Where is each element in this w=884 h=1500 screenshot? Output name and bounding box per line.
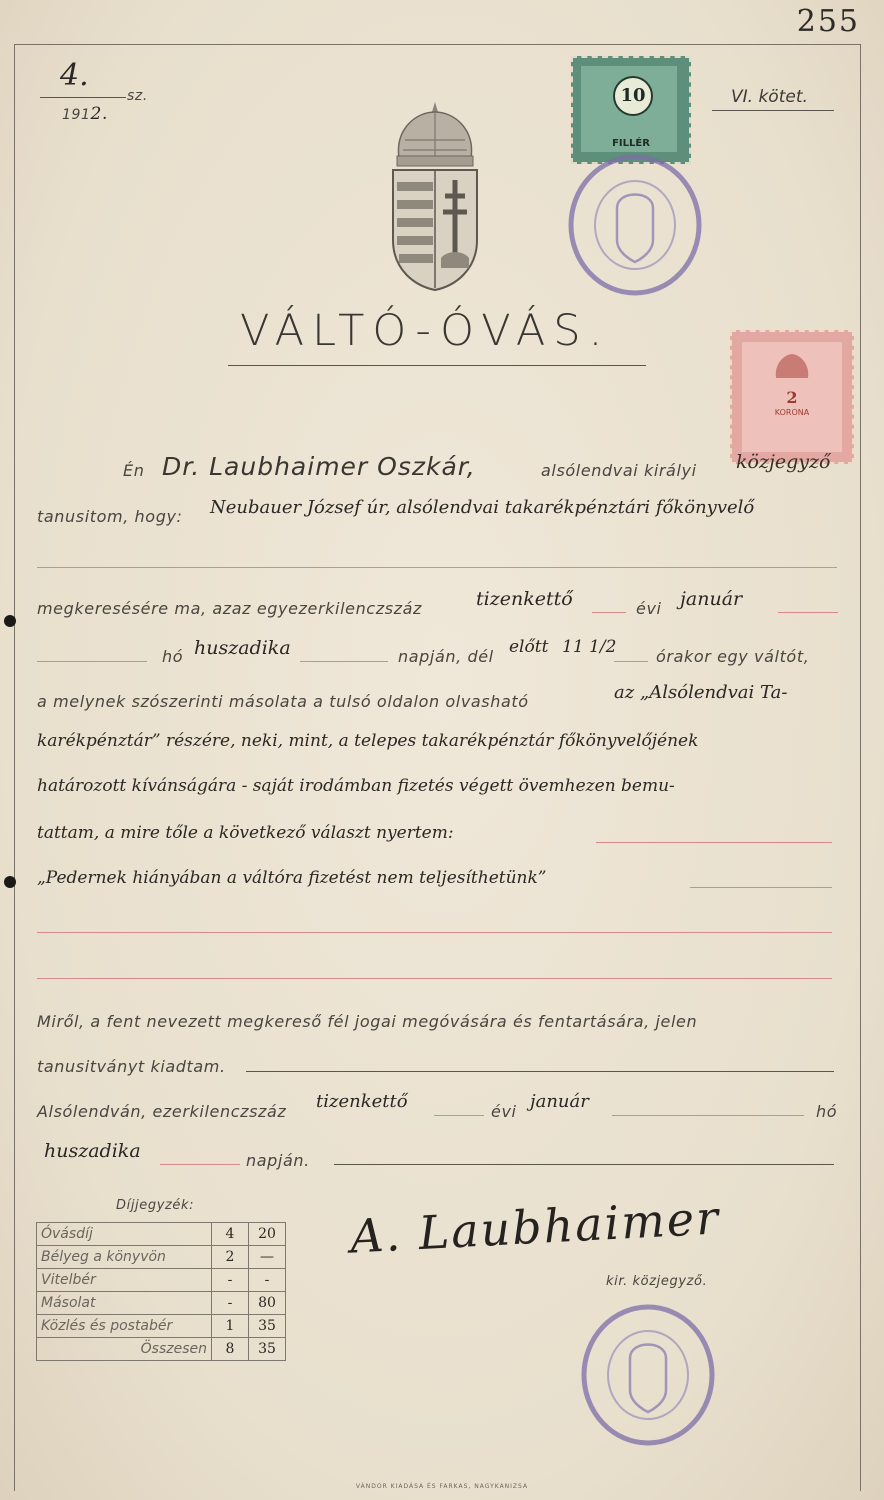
hand-line-4: „Pedernek hiányában a váltóra fizetést nem teljesíthetünk” [37, 868, 547, 888]
fee-total-filler: 35 [249, 1338, 286, 1361]
fee-label: Másolat [37, 1292, 212, 1315]
line1-suffix: alsólendvai királyi [541, 461, 697, 480]
line4-suffix: órakor egy váltót, [656, 647, 810, 666]
place-year-handwritten: tizenkettő [316, 1091, 408, 1112]
notary-seal-bottom-icon [578, 1300, 718, 1450]
fee-total-label: Összesen [37, 1338, 212, 1361]
line1-handwritten: közjegyző [736, 451, 831, 473]
notary-name: Dr. Laubhaimer Oszkár, [162, 452, 476, 481]
revenue-stamp-2-korona [730, 330, 854, 464]
signature-caption: kir. közjegyző. [606, 1274, 708, 1289]
place-month-handwritten: január [530, 1091, 589, 1112]
fees-table [36, 1222, 286, 1361]
revenue-stamp-unit: KORONA [774, 408, 810, 417]
fee-label: Óvásdíj [37, 1223, 212, 1246]
time-handwritten: előtt [509, 637, 549, 657]
table-row [37, 1292, 286, 1315]
date-napjan-label: napján. [246, 1151, 310, 1170]
fee-korona: - [212, 1269, 249, 1292]
table-row [37, 1223, 286, 1246]
fiscal-stamp-10-filler [571, 56, 691, 164]
fee-label: Vitelbér [37, 1269, 212, 1292]
printer-footer: VÁNDOR KIADÁSA ÉS FARKAS, NAGYKANIZSA [355, 1483, 529, 1490]
hour-handwritten: 11 1/2 [562, 637, 617, 657]
table-row [37, 1315, 286, 1338]
fee-total-korona: 8 [212, 1338, 249, 1361]
fee-filler: - [249, 1269, 286, 1292]
page-number: 255 [796, 4, 860, 39]
hand-line-3: tattam, a mire tőle a következő választ nyertem: [37, 823, 454, 843]
notary-seal-top-icon [565, 150, 705, 300]
fee-korona: 1 [212, 1315, 249, 1338]
line5-print: a melynek szószerinti másolata a tulsó oldalon olvasható [37, 692, 529, 711]
hand-line-1: karékpénztár” részére, neki, mint, a telepes takarékpénztár főkönyvelőjének [37, 731, 699, 751]
hand-line-2: határozott kívánságára - saját irodámban fizetés végett övemhezen bemu- [37, 776, 675, 796]
fee-korona: 2 [212, 1246, 249, 1269]
document-title: VÁLTÓ-ÓVÁS. [240, 306, 611, 356]
fee-korona: 4 [212, 1223, 249, 1246]
fiscal-stamp-value: 10 [613, 76, 653, 116]
fees-title: Díjjegyzék: [116, 1198, 195, 1213]
closing-text-1: Miről, a fent nevezett megkereső fél jogai megóvására és fentartására, jelen [37, 1012, 698, 1031]
fee-korona: - [212, 1292, 249, 1315]
line2-handwritten: Neubauer József úr, alsólendvai takarékpénztári főkönyvelő [210, 497, 755, 518]
fee-label: Bélyeg a könyvön [37, 1246, 212, 1269]
entry-number: 4. [60, 58, 89, 93]
fee-filler: 35 [249, 1315, 286, 1338]
line1-en: Én [123, 461, 145, 480]
line5-handwritten: az „Alsólendvai Ta- [614, 682, 788, 703]
evi-label: évi [636, 599, 662, 618]
napjan-del-label: napján, dél [398, 647, 494, 666]
year-handwritten: tizenkettő [476, 588, 573, 610]
line2-print: tanusitom, hogy: [37, 507, 183, 526]
revenue-stamp-value: 2 [786, 388, 798, 407]
punch-hole [4, 876, 16, 888]
table-row [37, 1338, 286, 1361]
place-ho-label: hó [816, 1102, 838, 1121]
fiscal-stamp-unit: FILLÉR [612, 138, 650, 149]
notary-signature: A. Laubhaimer [348, 1190, 722, 1264]
crown-icon [772, 350, 812, 382]
sz-label: sz. [127, 88, 148, 104]
table-row [37, 1246, 286, 1269]
day-handwritten: huszadika [194, 637, 291, 659]
ho-label: hó [162, 647, 184, 666]
coat-of-arms-icon [385, 100, 485, 292]
punch-hole [4, 615, 16, 627]
fee-label: Közlés és postabér [37, 1315, 212, 1338]
fee-filler: — [249, 1246, 286, 1269]
volume-label: VI. kötet. [731, 87, 808, 107]
fee-filler: 20 [249, 1223, 286, 1246]
year-printed: 1912. [62, 104, 108, 124]
fee-filler: 80 [249, 1292, 286, 1315]
table-row [37, 1269, 286, 1292]
line3-print: megkeresésére ma, azaz egyezerkilenczszáz [37, 599, 423, 618]
month-handwritten: január [680, 588, 743, 610]
place-evi-label: évi [491, 1102, 517, 1121]
place-print: Alsólendván, ezerkilenczszáz [37, 1102, 287, 1121]
date-day-handwritten: huszadika [44, 1140, 141, 1162]
closing-text-2: tanusitványt kiadtam. [37, 1057, 226, 1076]
